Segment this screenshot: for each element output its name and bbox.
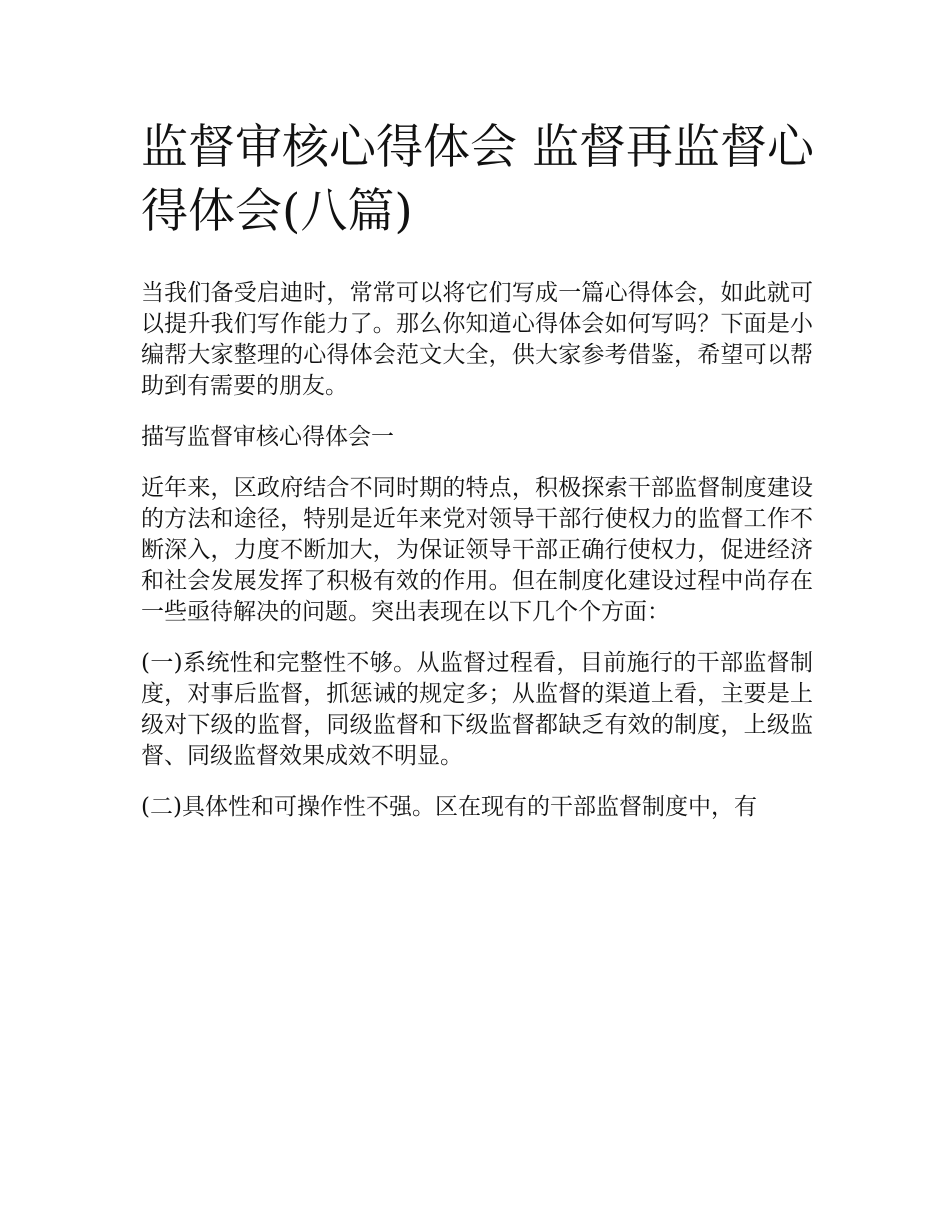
body-paragraph: (一)系统性和完整性不够。从监督过程看，目前施行的干部监督制度，对事后监督，抓惩诫的规定多；从监督的渠道上看，主要是上级对下级的监督，同级监督和下级监督都缺乏有效的制度，上级监督、同级监督效果成效不明显。 xyxy=(141,650,813,769)
document-body xyxy=(141,266,813,831)
section-heading: 描写监督审核心得体会一 xyxy=(141,424,394,450)
body-paragraph: (二)具体性和可操作性不强。区在现有的干部监督制度中，有 xyxy=(141,794,757,820)
document-title: 监督审核心得体会 监督再监督心得体会(八篇) xyxy=(141,120,814,239)
document-content xyxy=(141,116,816,831)
intro-paragraph: 当我们备受启迪时，常常可以将它们写成一篇心得体会，如此就可以提升我们写作能力了。那么你知道心得体会如何写吗？下面是小编帮大家整理的心得体会范文大全，供大家参考借鉴，希望可以帮助到有需要的朋友。 xyxy=(141,280,813,399)
body-paragraph: 近年来，区政府结合不同时期的特点，积极探索干部监督制度建设的方法和途径，特别是近年来党对领导干部行使权力的监督工作不断深入，力度不断加大，为保证领导干部正确行使权力，促进经济和社会发展发挥了积极有效的作用。但在制度化建设过程中尚存在一些亟待解决的问题。突出表现在以下几个个方面： xyxy=(141,475,813,625)
